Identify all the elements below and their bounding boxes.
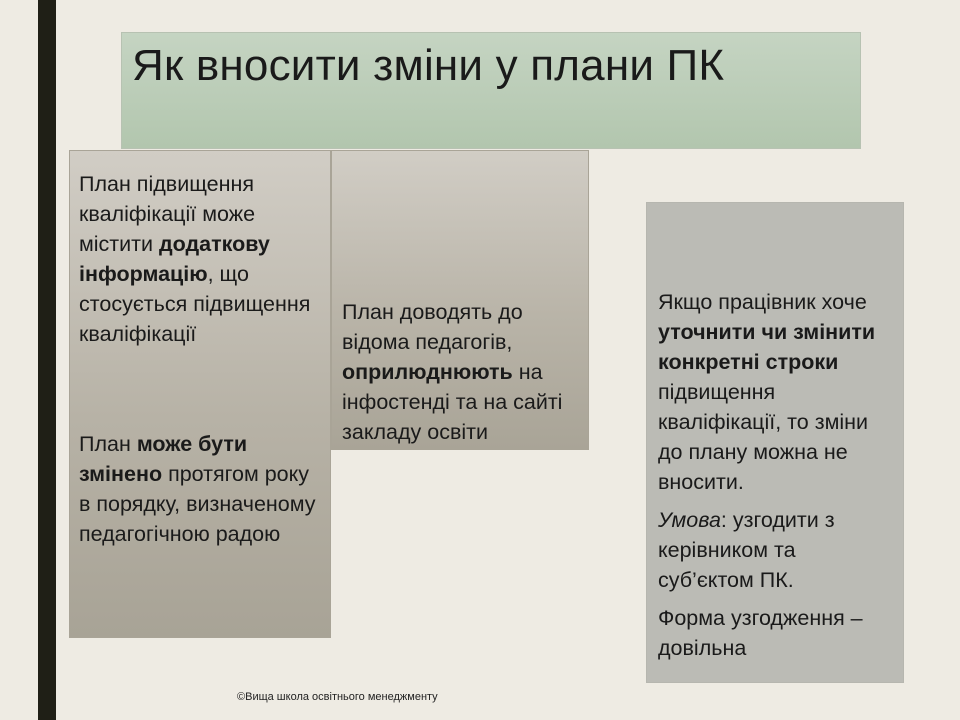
card1-paragraph-1 [79, 169, 324, 349]
card2-text-b: на інфостенді та на сайті закладу освіти [342, 360, 563, 444]
card1-p1-text-a: План підвищення кваліфікації може містити [79, 172, 256, 256]
info-card-plan-content [69, 150, 331, 638]
card1-p1-bold: додаткову інформацію [79, 232, 270, 286]
card3-paragraph-2 [658, 505, 897, 595]
card1-p2-text-b: протягом року в порядку, визначеному педагогічною радою [79, 462, 316, 546]
footer-copyright: ©Вища школа освітнього менеджменту [237, 691, 438, 703]
card1-p2-text-a: План [79, 432, 137, 456]
info-card-publication [331, 150, 589, 450]
card3-paragraph-3: Форма узгодження – довільна [658, 606, 863, 660]
title-box [121, 32, 861, 149]
card3-p1-bold: уточнити чи змінити конкретні строки [658, 320, 876, 374]
card3-paragraph-1 [658, 287, 897, 497]
card1-p1-text-b: , що стосується підвищення кваліфікації [79, 262, 311, 346]
slide-title: Як вносити зміни у плани ПК [132, 41, 725, 90]
card3-p1-text-b: підвищення кваліфікації, то зміни до плану можна не вносити. [658, 380, 869, 494]
card2-bold: оприлюднюють [342, 360, 513, 384]
card2-text-a: План доводять до відома педагогів, [342, 300, 523, 354]
info-card-deadline-change [646, 202, 904, 683]
card3-p2-text: : узгодити з керівником та суб’єктом ПК. [658, 508, 835, 592]
card1-p2-bold: може бути змінено [79, 432, 248, 486]
card3-p1-text-a: Якщо працівник хоче [658, 290, 867, 314]
card3-p2-italic: Умова [658, 508, 721, 532]
card1-paragraph-2 [79, 429, 324, 549]
card2-paragraph [342, 297, 584, 447]
left-accent-bar [38, 0, 56, 720]
